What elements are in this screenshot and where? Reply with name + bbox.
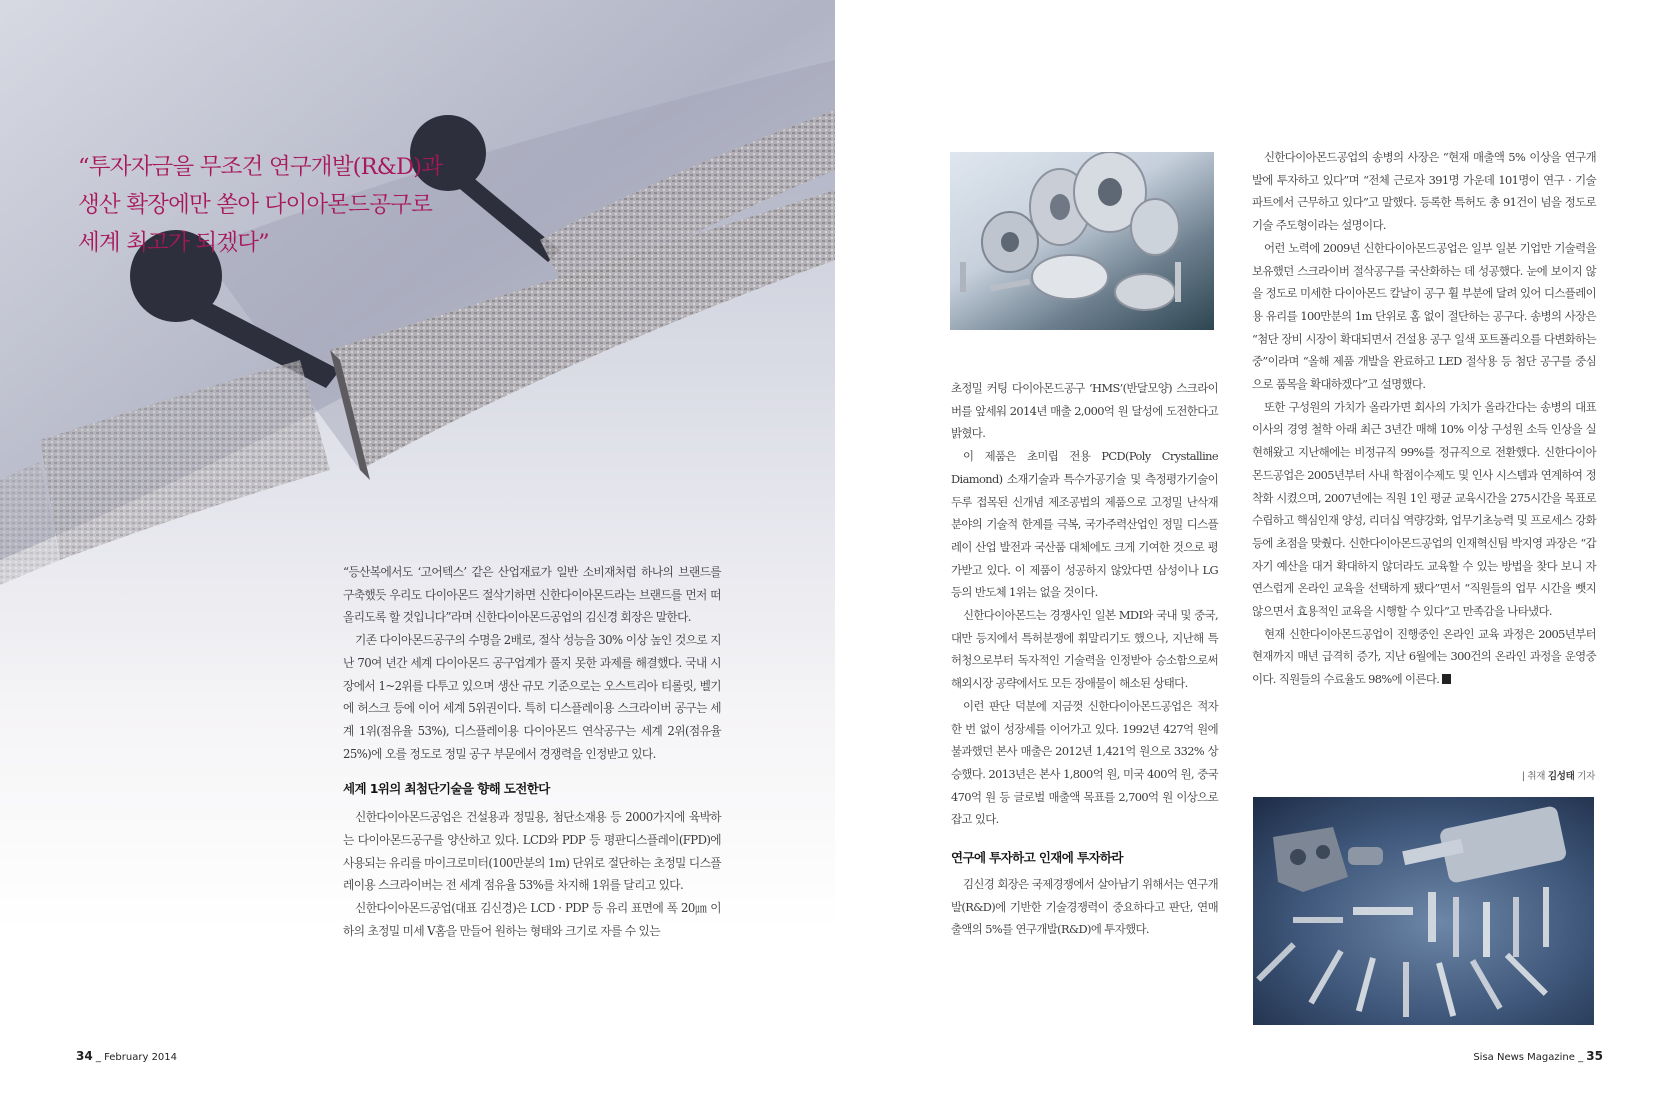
body-paragraph: 신한다이아몬드는 경쟁사인 일본 MDI와 국내 및 중국, 대만 등지에서 특허분쟁에 휘말리기도 했으나, 지난해 특허청으로부터 독자적인 기술력을 인정받아 승소함으로써 해외시장 공략에서도 모든 장애물이 해소된 상태다. bbox=[951, 608, 1218, 691]
section-heading: 연구에 투자하고 인재에 투자하라 bbox=[951, 850, 1123, 866]
body-paragraph: 신한다이아몬드공업은 건설용과 정밀용, 첨단소재용 등 2000가지에 육박하는 다이아몬드공구를 양산하고 있다. LCD와 PDP 등 평판디스플레이(FPD)에 사용되는 유리를 마이크로미터(100만분의 1m) 단위로 절단하는 초정밀 디스플레이용 스크라이버는 전 세계 점유율 53%를 차지해 1위를 달리고 있다. bbox=[343, 810, 721, 893]
folio-separator: _ bbox=[95, 1052, 101, 1063]
body-paragraph: 또한 구성원의 가치가 올라가면 회사의 가치가 올라간다는 송병의 대표이사의 경영 철학 아래 최근 3년간 매해 10% 이상 구성원 소득 인상을 실현해왔고 지난해에는 비정규직 99%를 정규직으로 전환했다. 신한다이아몬드공업은 2005년부터 사내 학점이수제도 및 인사 시스템과 연계하여 정착화 시켰으며, 2007년에는 직원 1인 평균 교육시간을 275시간을 목표로 수립하고 핵심인재 양성, 리더십 역량강화, 업무기초능력 및 프로세스 강화 등에 초점을 맞췄다. 신한다이아몬드공업의 인재혁신팀 박지영 과장은 “갑자기 예산을 대거 확대하지 않더라도 교육할 수 있는 방법을 찾다 보니 자연스럽게 온라인 교육을 선택하게 됐다”면서 “직원들의 업무 시간을 뺏지 않으면서 효용적인 교육을 시행할 수 있다”고 만족감을 나타냈다. bbox=[1252, 399, 1596, 619]
body-paragraph: 어런 노력에 2009년 신한다이아몬드공업은 일부 일본 기업만 기술력을 보유했던 스크라이버 절삭공구를 국산화하는 데 성공했다. 눈에 보이지 않을 정도로 미세한 다이아몬드 칼날이 공구 휠 부분에 달려 있어 디스플레이용 유리를 100만분의 1m 단위로 홈 없이 절단하는 공구다. 송병의 사장은 “첨단 장비 시장이 확대되면서 건설용 공구 일색 포트폴리오를 다변화하는 중”이라며 “올해 제품 개발을 완료하고 LED 절삭용 등 첨단 공구를 중심으로 품목을 확대하겠다”고 설명했다. bbox=[1252, 240, 1596, 392]
pull-quote-line: 세계 최고가 되겠다” bbox=[78, 230, 269, 256]
folio-separator: _ bbox=[1578, 1052, 1584, 1063]
body-paragraph: 신한다이아몬드공업(대표 김신경)은 LCD · PDP 등 유리 표면에 폭 20㎛ 이하의 초정밀 미세 V홈을 만들어 원하는 형태와 크기로 자를 수 있는 bbox=[343, 901, 721, 938]
body-paragraph: 초정밀 커팅 다이아몬드공구 ‘HMS’(반달모양) 스크라이버를 앞세워 2014년 매출 2,000억 원 달성에 도전한다고 밝혔다. bbox=[951, 381, 1218, 441]
section-heading: 세계 1위의 최첨단기술을 향해 도전한다 bbox=[343, 781, 550, 797]
body-paragraph: 기존 다이아몬드공구의 수명을 2배로, 절삭 성능을 30% 이상 높인 것으로 지난 70여 년간 세계 다이아몬드 공구업계가 풀지 못한 과제를 해결했다. 국내 시장에서 1~2위를 다투고 있으며 생산 규모 기준으로는 오스트리아 티롤릿, 벨기에 허스크 등에 이어 세계 5위권이다. 특히 디스플레이용 스크라이버 공구는 세계 1위(점유율 53%), 디스플레이용 다이아몬드 연삭공구는 세계 2위(점유율 25%)에 오를 정도로 정밀 공구 부문에서 경쟁력을 인정받고 있다. bbox=[343, 633, 721, 761]
issue-date: February 2014 bbox=[104, 1052, 178, 1063]
body-paragraph: 김신경 회장은 국제경쟁에서 살아남기 위해서는 연구개발(R&D)에 기반한 기술경쟁력이 중요하다고 판단, 연매출액의 5%를 연구개발(R&D)에 투자했다. bbox=[951, 877, 1218, 937]
right-body-column-1 bbox=[951, 377, 1218, 941]
body-paragraph: 이 제품은 초미립 전용 PCD(Poly Crystalline Diamond) 소재기술과 특수가공기술 및 측정평가기술이 두루 접목된 신개념 제조공법의 제품으로 고정밀 난삭재분야의 기술적 한계를 극복, 국가주력산업인 정밀 디스플레이 산업 발전과 국산품 대체에도 크게 기여한 것으로 평가받고 있다. 이 제품이 성공하지 않았다면 삼성이나 LG등의 반도체 1위는 없을 것이다. bbox=[951, 449, 1218, 600]
body-paragraph: 신한다이아몬드공업의 송병의 사장은 “현재 매출액 5% 이상을 연구개발에 투자하고 있다”며 “전체 근로자 391명 가운데 101명이 연구 · 기술 파트에서 근무하고 있다”고 말했다. 등록한 특허도 총 91건이 넘을 정도로 기술 주도형이라는 설명이다. bbox=[1252, 150, 1596, 233]
magazine-name: Sisa News Magazine bbox=[1473, 1052, 1575, 1063]
byline bbox=[1522, 768, 1595, 782]
body-paragraph: “등산복에서도 ‘고어텍스’ 같은 산업재료가 일반 소비재처럼 하나의 브랜드를 구축했듯 우리도 다이아몬드 절삭기하면 신한다이아몬드라는 브랜드를 먼저 떠올리도록 할 것입니다”라며 신한다이아몬드공업의 김신경 회장은 말한다. bbox=[343, 565, 721, 625]
end-mark-icon bbox=[1442, 674, 1451, 684]
body-paragraph: 이런 판단 덕분에 지금껏 신한다이아몬드공업은 적자 한 번 없이 성장세를 이어가고 있다. 1992년 427억 원에 불과했던 본사 매출은 2012년 1,421억 원으로 332% 상승했다. 2013년은 본사 1,800억 원, 미국 400억 원, 중국 470억 원 등 글로벌 매출액 목표를 2,700억 원 이상으로 잡고 있다. bbox=[951, 698, 1218, 827]
page-folio-left bbox=[76, 1049, 177, 1063]
body-paragraph-text: 현재 신한다이아몬드공업이 진행중인 온라인 교육 과정은 2005년부터 현재까지 매년 급격히 증가, 지난 6월에는 300건의 온라인 과정을 운영중이다. 직원들의 수료율도 98%에 이른다. bbox=[1252, 626, 1596, 687]
diamond-wheels-photo bbox=[950, 152, 1214, 330]
byline-prefix: | 취재 bbox=[1521, 771, 1546, 782]
right-body-column-2 bbox=[1252, 146, 1596, 691]
reporter-name: 김성태 bbox=[1547, 771, 1575, 782]
page-number: 35 bbox=[1586, 1049, 1603, 1063]
diamond-tools-photo bbox=[1253, 797, 1594, 1025]
page-number: 34 bbox=[76, 1049, 93, 1063]
body-paragraph-last bbox=[1252, 623, 1596, 691]
byline-suffix: 기자 bbox=[1577, 771, 1595, 782]
left-body-column bbox=[343, 561, 721, 943]
pull-quote-line: “투자자금을 무조건 연구개발(R&D)과 bbox=[78, 154, 443, 180]
pull-quote-line: 생산 확장에만 쏟아 다이아몬드공구로 bbox=[78, 192, 433, 218]
page-folio-right bbox=[1473, 1049, 1603, 1063]
pull-quote bbox=[78, 148, 538, 262]
